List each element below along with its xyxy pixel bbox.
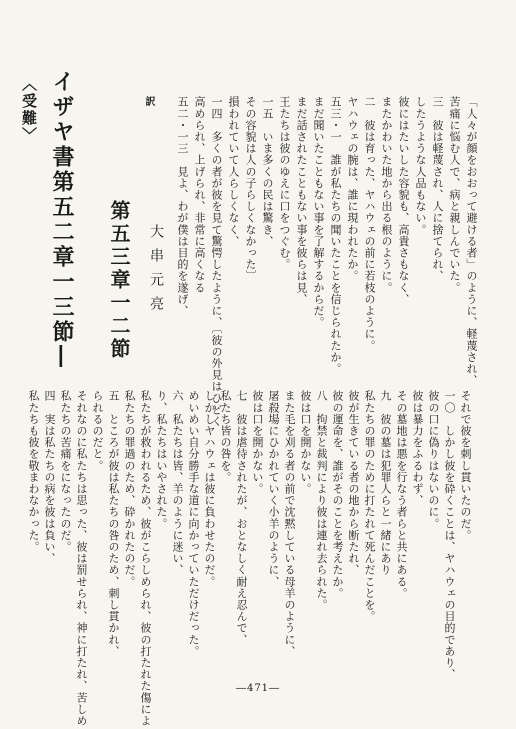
text-line: 五二・一三 見よ、わが僕は目的を遂げ、 [176,96,189,317]
text-line: 一〇 しかし彼を砕くことは、ヤハウェの目的であり、 [443,390,456,680]
text-line: しかしヤハウェは彼に負わせたのだ。 [203,390,216,588]
text-line: めいめい自分勝手な道に向かっていただけだった。 [187,390,200,657]
text-line: られるのだと。 [91,390,104,472]
author-name: 大串元亮 [148,224,164,320]
text-line: ヤハウェの腕は、誰に現われたか。 [346,96,359,282]
text-line: 私たちの苦痛をになったのだ。 [59,390,72,553]
text-line: 八 拘禁と裁判により彼は連れ去られた。 [315,390,328,611]
main-title: イザヤ書第五二章一三節― [49,70,75,370]
text-line: 私たちの罪のために打たれて死んだことを。 [363,390,376,622]
text-line: またかわいた地から出る根のように。 [380,96,393,294]
text-line: 私たちも彼を敬まわなかった。 [27,390,40,553]
text-line: り、私たちはいやされた。 [155,390,168,530]
text-line: 彼は暴力をふるわず、 [411,390,424,506]
page-number: ―471― [235,683,281,694]
text-line: 六 私たちは皆、羊のように迷い、 [171,390,184,576]
text-line: 私たちが救われるため、彼がこらしめられ、彼の打たれた傷によ [139,390,152,727]
text-line: それで彼を刺し貫いたのだ。 [459,390,472,541]
translation-label: 訳 [143,96,154,106]
text-line: 「人々が顔をおおって避ける者」のように、軽蔑され、 [465,96,478,386]
text-line: 四 実は私たちの病を彼は負い、 [43,390,56,564]
text-line: まだ話されたこともない事を彼らは見、 [295,96,308,305]
text-line: その容貌は人の子らしくなかった〕 [244,96,257,282]
text-line: 王たちは彼のゆえに口をつぐむ。 [278,96,291,270]
text-line: 彼の口に偽りはないのに。 [427,390,440,530]
text-line: また毛を刈る者の前で沈黙している母羊のように、 [283,390,296,657]
section-label: 〈受難〉 [20,76,38,144]
text-line: 彼にはたいした容貌も、高貴さもなく、 [397,96,410,305]
text-line: 五三・一 誰が私たちの聞いたことを信じられたか。 [329,96,342,375]
chapter-title: 第五三章一二節 [107,200,131,361]
text-line: 損われていて人らしくなく、 [227,96,240,247]
text-line: 一四 多くの者が彼を見て驚愕したように、〔彼の外見はひどく [210,96,223,427]
text-line: 私たち皆の咎を。 [219,390,232,483]
text-line: 彼は口を開かない。 [251,390,264,495]
text-line: 三 彼は軽蔑され、人に捨てられ、 [431,96,444,282]
text-line: その墓地は悪を行なう者らと共にある。 [395,390,408,599]
text-line: 彼が生きている者の地から断たれ、 [347,390,360,576]
text-line: 屠殺場にひかれていく小羊のように、 [267,390,280,588]
text-line: まだ聞いたこともない事を了解するからだ。 [312,96,325,328]
text-line: 七 彼は虐待されたが、おとなしく耐え忍んで、 [235,390,248,646]
text-line: 二 彼は育った、ヤハウェの前に若枝のように。 [363,96,376,352]
text-line: 高められ、上げられ、非常に高くなる [193,96,206,294]
text-line: 彼の運命を、誰がそのことを考えたか。 [331,390,344,599]
text-line: 私たちの罪過のため、砕かれたのだ。 [123,390,136,588]
text-line: 苦痛に悩む人で、病と親しんでいた。 [448,96,461,294]
text-line: 五 ところが彼は私たちの咎のため、刺し貫かれ、 [107,390,120,657]
text-line: 彼は口を開かない。 [299,390,312,495]
text-line: それなのに私たちは思った、彼は罰せられ、神に打たれ、苦しめ [75,390,88,727]
text-line: 九 彼の墓は犯罪人らと一緒にあり [379,390,392,576]
text-line: 一五 いま多くの民は驚き、 [261,96,274,247]
text-line: したうような人品もない。 [414,96,427,236]
